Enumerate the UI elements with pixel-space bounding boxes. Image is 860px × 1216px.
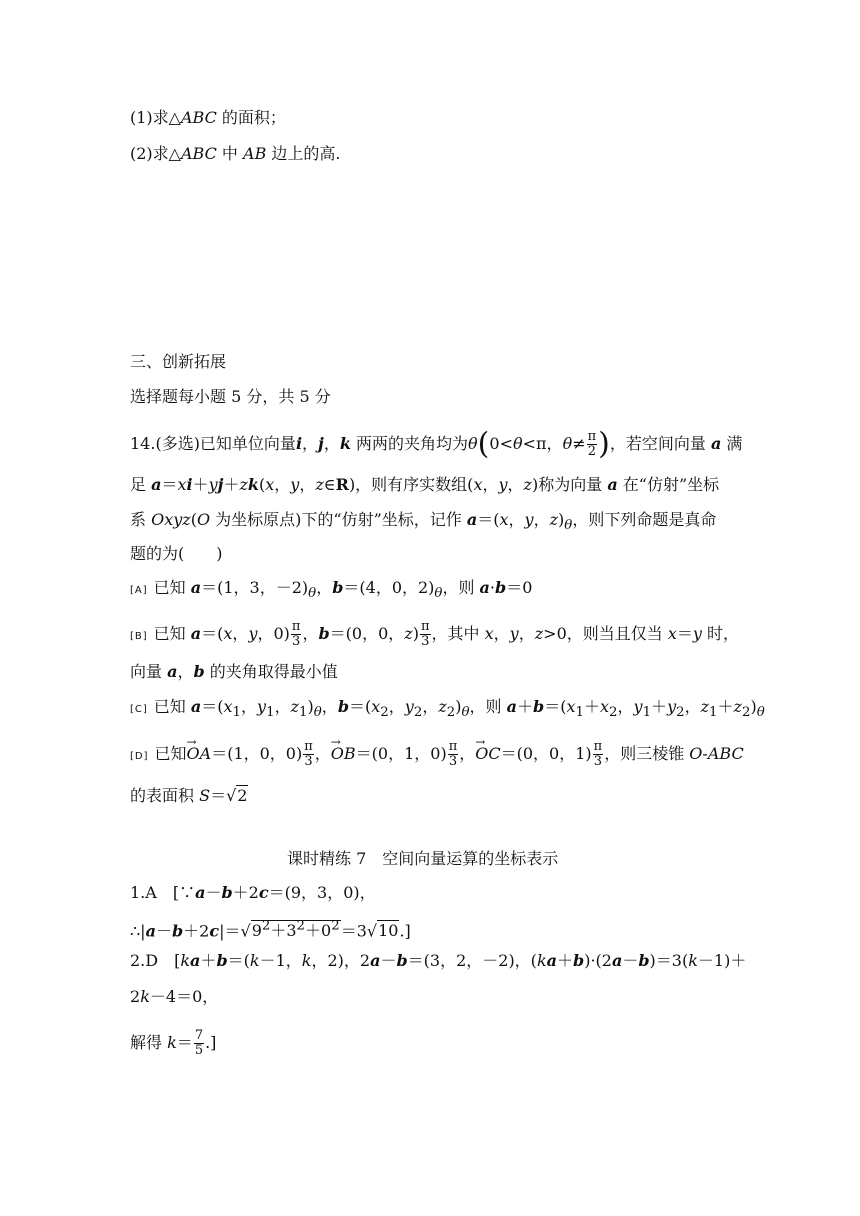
answer-2-line3: 解得 k＝ $\frac{7}{5}$ .] [130,1028,217,1058]
q14-option-b-line2: 向量 a，b 的夹角取得最小值 [130,662,338,681]
option-b-label: [B] [130,631,148,642]
answers-heading: 课时精练 7 空间向量运算的坐标表示 [287,849,559,868]
option-c-label: [C] [130,704,148,715]
option-a-label: [A] [130,585,148,596]
answer-2-line1: 2.D [ka＋b＝(k－1，k，2)，2a－b＝(3，2，－2)，(ka＋b)·(2a－b)＝3(k－1)＋ [130,951,747,970]
q14-line2: 足 a＝xi＋yj＋zk(x，y，z∈R)，则有序实数组(x，y，z)称为向量 a 在“仿射”坐标 [130,475,720,494]
q14-option-d-line1: [D] 已知→ OA＝(1，0，0) $\frac{\pi}{3}$ ，→ OB＝(0，1，0) $\frac{\pi}{3}$ ，→ OC＝(0，0，1) $\frac{\pi}{3}$ ，则三棱锥 O-ABC [130,740,744,769]
q14-option-c: [C] 已知 $a=(x_1$，$y_1$，$z_1)_\theta$，$b=(x_2$，$y_2$，$z_2)_\theta$，则 $a+b=(x_1+x_2$，$y_1+y_2$，$z_1+z_2)_\theta$ [130,697,765,721]
option-d-label: [D] [130,751,149,762]
answer-2-line2: 2k－4＝0， [130,987,219,1006]
q14-line1: 14.(多选)已知单位向量i，j，k 两两的夹角均为θ(0<θ<π，θ≠ $\frac{\pi}{2}$ )，若空间向量 a 满 [130,426,743,462]
q14-option-d-line2: 的表面积 S＝√2 [130,786,248,805]
q14-lead: 14.(多选)已知单位向量 [130,434,296,453]
answer-1-line1: 1.A [∵a－b＋2c＝(9，3，0)， [130,883,376,902]
q14-line3: 系 Oxyz(O 为坐标原点)下的“仿射”坐标，记作 a＝(x，y，$z)_\theta$，则下列命题是真命 [130,510,717,534]
answer-1-line2: $\therefore|a-b+2c|=√9^2+3^2+0^2=3√10$.] [130,919,411,941]
q14-line4: 题的为( ) [130,544,223,563]
q13-part2: (2)求△ABC 中 AB 边上的高. [130,144,341,163]
q14-option-b-line1: [B] 已知 a＝(x，y，0) $\frac{\pi}{3}$ ，b＝(0，0，z) $\frac{\pi}{3}$ ，其中 x，y，z>0，则当且仅当 x＝y 时， [130,619,740,649]
section-subtitle: 选择题每小题 5 分，共 5 分 [130,387,331,406]
section-title: 三、创新拓展 [130,352,227,371]
answer-2-label: 2.D [130,951,159,970]
q14-option-a: [A] 已知 a＝(1，3，$-2)_\theta$，b＝(4，0，$2)_\theta$，则 a·b＝0 [130,578,533,602]
q13-part1: (1)求△ABC 的面积； [130,108,286,127]
answer-1-label: 1.A [130,883,157,902]
